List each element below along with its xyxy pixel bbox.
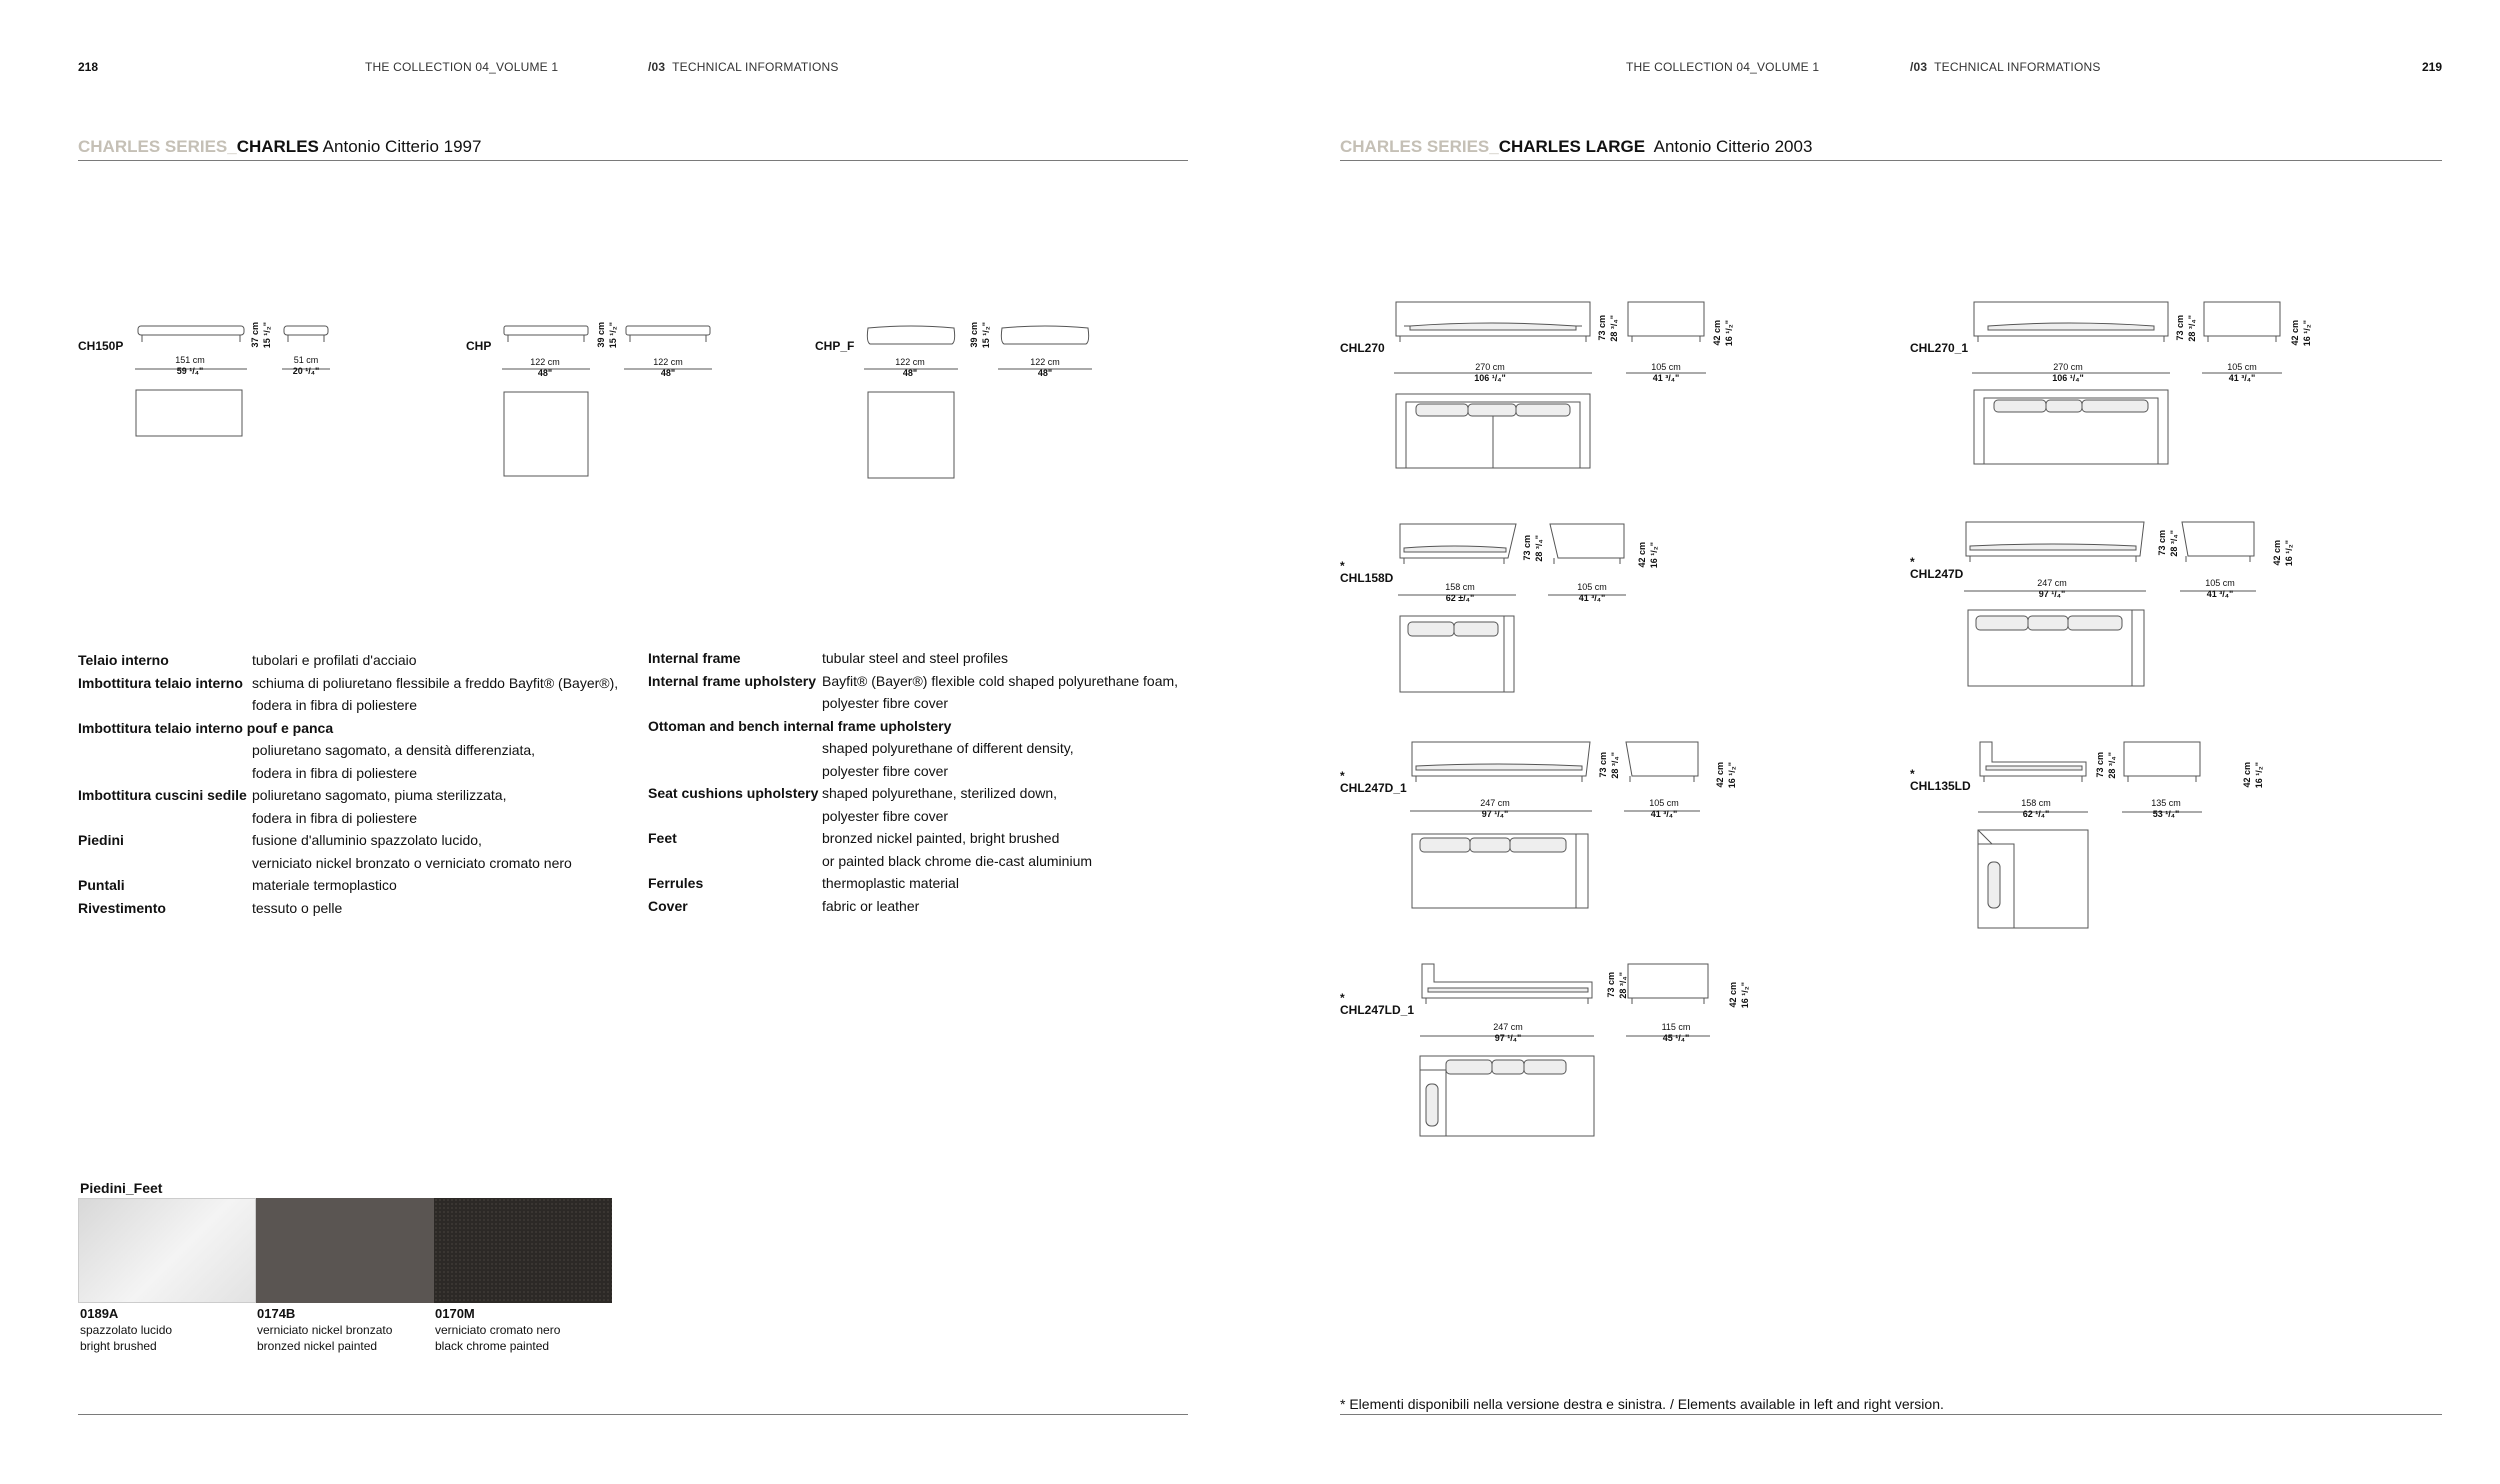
spec-value: shaped polyurethane of different density, (822, 740, 1074, 756)
series-label: CHARLES SERIES_ (1340, 137, 1499, 156)
page-number-left: 218 (78, 60, 99, 74)
section-number: /03 (1910, 60, 1928, 74)
finish-it: verniciato nickel bronzato (257, 1323, 393, 1337)
spec-value: fodera in fibra di poliestere (252, 764, 417, 781)
spec-row (78, 784, 658, 807)
spec-key (648, 692, 822, 715)
height-label (2302, 320, 2312, 346)
height-cm: 73 cm (2095, 752, 2105, 778)
height-cm: 37 cm (250, 322, 260, 348)
finish-en: bright brushed (80, 1339, 157, 1353)
spec-key: Ottoman and bench internal frame upholstery (648, 717, 952, 734)
spec-key: Imbottitura telaio interno pouf e panca (78, 719, 334, 736)
width-cm: 247 cm (1493, 1022, 1523, 1032)
collection-label-left: THE COLLECTION 04_VOLUME 1 (365, 60, 559, 74)
height-in: 28 ³/₄" (2169, 530, 2179, 557)
section-label-left (648, 60, 839, 74)
spec-row (648, 872, 1208, 895)
spec-row (648, 692, 1208, 715)
spec-row (648, 895, 1208, 918)
spec-row (648, 827, 1208, 850)
height-label (1618, 972, 1628, 999)
dimension-label (276, 355, 336, 377)
page-title-left (78, 137, 481, 157)
spec-value: tubular steel and steel profiles (822, 650, 1008, 666)
product-code: CHL270_1 (1910, 341, 1969, 355)
width-in: 97 ¹/₄" (1481, 809, 1509, 819)
width-cm: 105 cm (2205, 578, 2235, 588)
width-cm: 105 cm (1649, 798, 1679, 808)
title-rule-right (1340, 160, 2442, 161)
dimension-label (1996, 798, 2076, 820)
height-label (969, 322, 979, 348)
height-in: 28 ³/₄" (2187, 315, 2197, 342)
width-in: 41 ³/₄" (2228, 373, 2256, 383)
spec-key: Internal frame (648, 650, 741, 666)
feet-title: Piedini_Feet (80, 1180, 163, 1196)
spec-row (648, 647, 1208, 670)
product-code: CHL247D (1910, 567, 1964, 581)
width-cm: 122 cm (653, 357, 683, 367)
spec-key (78, 762, 252, 785)
designer-label: Antonio Citterio 2003 (1653, 137, 1813, 156)
chl270-drawing (1390, 298, 1750, 473)
height-label (1522, 535, 1532, 561)
dimension-label (1646, 1022, 1706, 1044)
height-label (1610, 752, 1620, 779)
width-in: 20 ¹/₄" (292, 366, 320, 376)
height-label (2254, 762, 2264, 788)
spec-key: Feet (648, 830, 677, 846)
spec-value: schiuma di poliuretano flessibile a freddo Bayfit® (Bayer®), (252, 674, 619, 691)
chl247ld-1-drawing (1416, 960, 1736, 1140)
height-cm: 73 cm (2175, 315, 2185, 341)
chl247d-drawing (1962, 518, 2282, 698)
product-code: CHP_F (815, 339, 855, 353)
height-cm: 39 cm (969, 322, 979, 348)
spec-key: Puntali (78, 877, 125, 893)
width-cm: 115 cm (1661, 1022, 1691, 1032)
spec-row (648, 805, 1208, 828)
product-code: CHL247LD_1 (1340, 1003, 1415, 1017)
height-label (2169, 530, 2179, 557)
height-label (1609, 315, 1619, 342)
height-in: 28 ³/₄" (1618, 972, 1628, 999)
width-in: 97 ¹/₄" (2038, 589, 2066, 599)
spec-row (78, 762, 658, 785)
spec-key: Seat cushions upholstery (648, 785, 819, 801)
spec-row (78, 649, 658, 672)
spec-value: Bayfit® (Bayer®) flexible cold shaped polyurethane foam, (822, 672, 1179, 689)
section-name: TECHNICAL INFORMATIONS (672, 60, 839, 74)
width-cm: 270 cm (1475, 362, 1505, 372)
height-in: 28 ³/₄" (1609, 315, 1619, 342)
width-in: 48" (537, 368, 553, 378)
spec-row (648, 782, 1208, 805)
height-in: 16 ¹/₂" (1740, 982, 1750, 1009)
height-in: 16 ¹/₂" (1649, 542, 1659, 569)
dimension-label (1634, 798, 1694, 820)
height-in: 28 ³/₄" (1610, 752, 1620, 779)
finish-it: spazzolato lucido (80, 1323, 173, 1337)
dimension-label (150, 355, 230, 377)
spec-key (78, 739, 252, 762)
height-label (1597, 315, 1607, 341)
spec-value: polyester fibre cover (822, 695, 949, 711)
width-cm: 122 cm (895, 357, 925, 367)
height-label (2175, 315, 2185, 341)
spec-value: fusione d'alluminio spazzolato lucido, (252, 832, 482, 848)
height-label (250, 322, 260, 348)
availability-star: * (1340, 991, 1345, 1005)
chl247d-1-drawing (1408, 738, 1708, 913)
height-label (1649, 542, 1659, 568)
dimension-label (1450, 362, 1530, 384)
height-cm: 73 cm (1606, 972, 1616, 998)
spec-row (78, 829, 658, 852)
height-cm: 42 cm (1712, 320, 1722, 346)
designer-label: Antonio Citterio 1997 (322, 137, 482, 156)
height-cm: 42 cm (2290, 320, 2300, 346)
height-label (2242, 762, 2252, 788)
spec-key (648, 850, 822, 873)
height-label (1637, 542, 1647, 568)
height-label (608, 322, 618, 348)
spec-key (648, 760, 822, 783)
height-cm: 73 cm (1597, 315, 1607, 341)
spec-key (648, 737, 822, 760)
spec-value: materiale termoplastico (252, 877, 397, 893)
height-label (2187, 315, 2197, 342)
chl270-1-drawing (1968, 298, 2308, 473)
spec-key: Ferrules (648, 875, 704, 891)
height-label (2107, 752, 2117, 779)
width-in: 41 ³/₄" (1650, 809, 1678, 819)
height-label (1724, 320, 1734, 346)
height-cm: 73 cm (2157, 530, 2167, 556)
spec-key (78, 852, 252, 875)
width-cm: 105 cm (1577, 582, 1607, 592)
swatch-bronzed-nickel[interactable] (256, 1198, 434, 1303)
spec-key: Internal frame upholstery (648, 672, 817, 689)
spec-value: fabric or leather (822, 897, 920, 914)
swatch-black-chrome[interactable] (434, 1198, 612, 1303)
spec-row (78, 852, 658, 875)
spec-value: bronzed nickel painted, bright brushed (822, 830, 1060, 846)
dimension-label (628, 357, 708, 379)
height-label (2284, 540, 2294, 566)
height-in: 15 ¹/₂" (608, 322, 618, 349)
section-name: TECHNICAL INFORMATIONS (1934, 60, 2101, 74)
spec-row (78, 897, 658, 920)
spec-key: Telaio interno (78, 652, 169, 668)
spec-list-english (648, 647, 1208, 917)
spec-value: verniciato nickel bronzato o verniciato cromato nero (252, 854, 572, 871)
spec-key: Rivestimento (78, 899, 166, 916)
width-cm: 151 cm (175, 355, 205, 365)
dimension-label (2136, 798, 2196, 820)
section-number: /03 (648, 60, 666, 74)
spec-row (648, 670, 1208, 693)
width-cm: 158 cm (2021, 798, 2051, 808)
width-in: 45 ¹/₄" (1662, 1033, 1690, 1043)
width-cm: 270 cm (2053, 362, 2083, 372)
height-cm: 42 cm (1637, 542, 1647, 568)
dimension-label (505, 357, 585, 379)
width-in: 62 ±/₄" (1445, 593, 1475, 603)
height-label (1715, 762, 1725, 788)
width-in: 59 ¹/₄" (176, 366, 204, 376)
swatch-label (80, 1306, 172, 1354)
height-cm: 39 cm (596, 322, 606, 348)
product-code-block (1910, 556, 1963, 580)
height-cm: 73 cm (1598, 752, 1608, 778)
series-label: CHARLES SERIES_ (78, 137, 237, 156)
width-in: 53 ¹/₄" (2152, 809, 2180, 819)
spec-key: Imbottitura cuscini sedile (78, 787, 247, 803)
height-in: 16 ¹/₂" (1727, 762, 1737, 789)
height-in: 16 ¹/₂" (2302, 320, 2312, 347)
dimension-label (1005, 357, 1085, 379)
footnote: * Elementi disponibili nella versione destra e sinistra. / Elements available in left and right version. (1340, 1396, 1944, 1412)
finish-it: verniciato cromato nero (435, 1323, 561, 1337)
spec-row (648, 737, 1208, 760)
dimension-label (1636, 362, 1696, 384)
dimension-label (2212, 362, 2272, 384)
dimension-label (1455, 798, 1535, 820)
availability-star: * (1340, 769, 1345, 783)
width-cm: 122 cm (530, 357, 560, 367)
height-label (2095, 752, 2105, 778)
height-label (1534, 535, 1544, 562)
height-cm: 42 cm (1715, 762, 1725, 788)
spec-value: or painted black chrome die-cast aluminium (822, 852, 1093, 869)
height-label (1606, 972, 1616, 998)
height-label (262, 322, 272, 348)
width-cm: 135 cm (2151, 798, 2181, 808)
width-cm: 122 cm (1030, 357, 1060, 367)
dimension-label (2028, 362, 2108, 384)
width-cm: 158 cm (1445, 582, 1475, 592)
dimension-label (1468, 1022, 1548, 1044)
dimension-label (870, 357, 950, 379)
height-label (1727, 762, 1737, 788)
section-label-right (1910, 60, 2101, 74)
spec-value: polyester fibre cover (822, 762, 949, 779)
spec-row (78, 739, 658, 762)
width-in: 106 ¹/₄" (2052, 373, 2084, 383)
spec-key (648, 805, 822, 828)
availability-star: * (1340, 559, 1345, 573)
spec-value: poliuretano sagomato, a densità differenziata, (252, 742, 536, 758)
spec-value: fodera in fibra di poliestere (252, 809, 417, 826)
model-name: CHARLES (236, 137, 319, 156)
dimension-label (2190, 578, 2250, 600)
height-label (2157, 530, 2167, 556)
height-label (1712, 320, 1722, 346)
height-cm: 73 cm (1522, 535, 1532, 561)
spec-row (78, 717, 658, 740)
product-code-block (1340, 560, 1393, 584)
height-in: 15 ¹/₂" (981, 322, 991, 349)
finish-en: black chrome painted (435, 1339, 550, 1353)
footer-rule-left (78, 1414, 1188, 1415)
height-label (2290, 320, 2300, 346)
availability-star: * (1910, 767, 1915, 781)
spec-list-italian (78, 649, 658, 919)
spec-row (78, 807, 658, 830)
width-in: 48" (902, 368, 918, 378)
width-in: 106 ¹/₄" (1474, 373, 1506, 383)
height-cm: 42 cm (2242, 762, 2252, 788)
height-label (1728, 982, 1738, 1008)
height-label (596, 322, 606, 348)
swatch-label (435, 1306, 560, 1354)
collection-label-right: THE COLLECTION 04_VOLUME 1 (1626, 60, 1820, 74)
height-in: 16 ¹/₂" (2284, 540, 2294, 567)
height-in: 16 ¹/₂" (2254, 762, 2264, 789)
product-code: CHL158D (1340, 571, 1394, 585)
product-code: CHL270 (1340, 341, 1385, 355)
spec-value: fodera in fibra di poliestere (252, 697, 417, 713)
width-cm: 247 cm (2037, 578, 2067, 588)
spec-row (78, 694, 658, 717)
spec-value: poliuretano sagomato, piuma sterilizzata, (252, 787, 507, 803)
product-code-block (1340, 770, 1407, 794)
spec-row (78, 672, 658, 695)
height-cm: 42 cm (1728, 982, 1738, 1008)
width-in: 48" (660, 368, 676, 378)
spec-value: tubolari e profilati d'acciaio (252, 652, 417, 668)
height-label (1740, 982, 1750, 1008)
product-code-block (1340, 992, 1414, 1016)
height-label (1598, 752, 1608, 778)
spec-key: Cover (648, 897, 688, 914)
finish-code: 0170M (435, 1306, 475, 1321)
width-in: 62 ¹/₄" (2022, 809, 2050, 819)
width-in: 41 ³/₄" (1652, 373, 1680, 383)
spec-key (78, 694, 252, 717)
finish-code: 0174B (257, 1306, 296, 1321)
ch150p-drawing (130, 320, 340, 440)
swatch-bright-brushed[interactable] (78, 1198, 256, 1303)
dimension-label (1420, 582, 1500, 604)
dimension-label (1562, 582, 1622, 604)
height-cm: 42 cm (2272, 540, 2282, 566)
height-label (981, 322, 991, 348)
spec-value: polyester fibre cover (822, 807, 949, 824)
spec-value: tessuto o pelle (252, 899, 343, 916)
height-in: 15 ¹/₂" (262, 322, 272, 349)
width-cm: 247 cm (1480, 798, 1510, 808)
height-in: 28 ³/₄" (2107, 752, 2117, 779)
spec-row (78, 874, 658, 897)
availability-star: * (1910, 555, 1915, 569)
width-cm: 105 cm (2227, 362, 2257, 372)
swatch-label (257, 1306, 392, 1354)
product-code: CH150P (78, 339, 124, 353)
width-in: 48" (1037, 368, 1053, 378)
width-cm: 105 cm (1651, 362, 1681, 372)
spec-key (78, 807, 252, 830)
title-rule-left (78, 160, 1188, 161)
page-number-right: 219 (2422, 60, 2443, 74)
footer-rule-right (1340, 1414, 2442, 1415)
spec-key: Imbottitura telaio interno (78, 674, 243, 691)
width-in: 97 ¹/₄" (1494, 1033, 1522, 1043)
dimension-label (2012, 578, 2092, 600)
height-label (2272, 540, 2282, 566)
spec-value: shaped polyurethane, sterilized down, (822, 785, 1058, 801)
model-name: CHARLES LARGE (1498, 137, 1646, 156)
spec-row (648, 715, 1208, 738)
product-code: CHP (466, 339, 492, 353)
spec-value: thermoplastic material (822, 875, 959, 891)
spec-row (648, 760, 1208, 783)
spec-key: Piedini (78, 832, 124, 848)
product-code: CHL247D_1 (1340, 781, 1407, 795)
product-code: CHL135LD (1910, 779, 1971, 793)
finish-en: bronzed nickel painted (257, 1339, 378, 1353)
spec-row (648, 850, 1208, 873)
width-cm: 51 cm (293, 355, 319, 365)
product-code-block (1910, 768, 1971, 792)
width-in: 41 ³/₄" (2206, 589, 2234, 599)
width-in: 41 ³/₄" (1578, 593, 1606, 603)
finish-code: 0189A (80, 1306, 119, 1321)
height-in: 16 ¹/₂" (1724, 320, 1734, 347)
page-title-right (1340, 137, 1812, 157)
height-in: 28 ³/₄" (1534, 535, 1544, 562)
